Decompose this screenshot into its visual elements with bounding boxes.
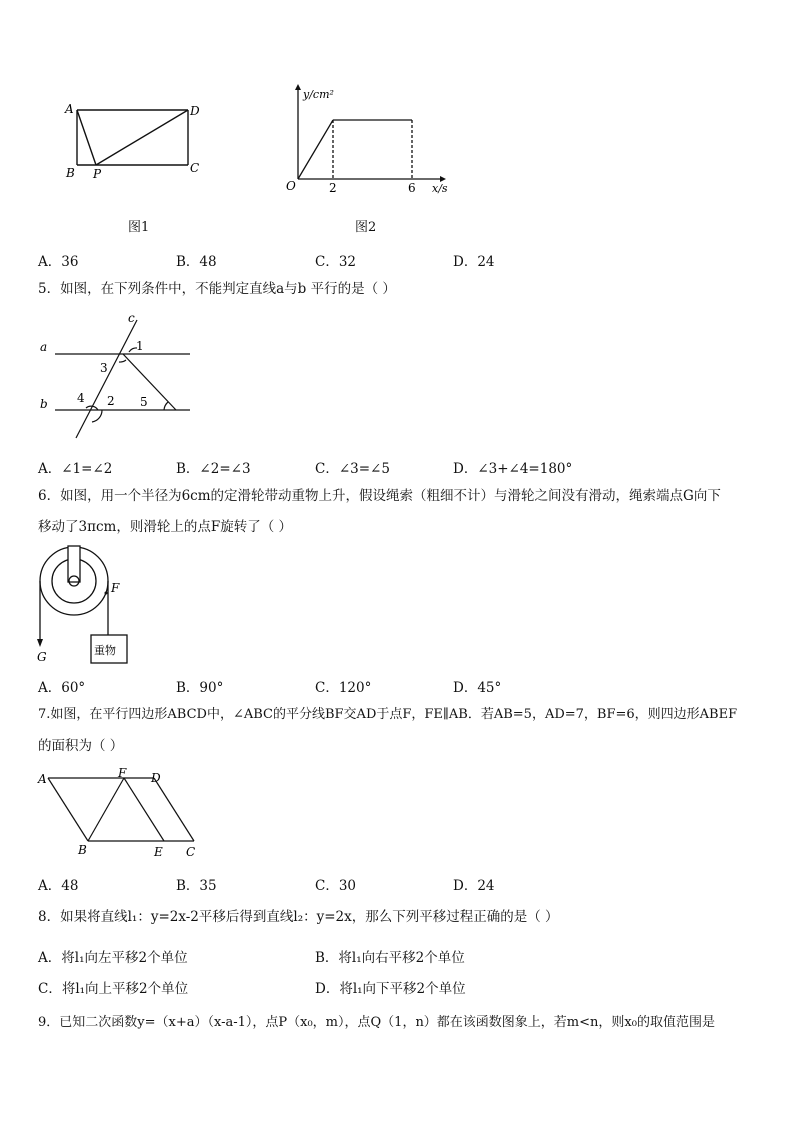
fig1-label-D: D [190, 104, 200, 118]
q6-weight-label: 重物 [94, 644, 116, 657]
fig2-caption: 图2 [355, 220, 377, 235]
fig2-tick-6: 6 [408, 181, 416, 195]
q5-angle-1: 1 [136, 339, 144, 353]
q4-figure-1 [60, 95, 210, 185]
q4-option-d[interactable]: D．24 [453, 254, 495, 270]
q7-label-A: A [38, 772, 47, 786]
q7-option-d[interactable]: D．24 [453, 878, 495, 894]
q7-option-b[interactable]: B．35 [176, 878, 217, 894]
q5-option-a[interactable]: A．∠1=∠2 [38, 461, 113, 477]
q7-option-c[interactable]: C．30 [315, 878, 357, 894]
q6-option-b[interactable]: B．90° [176, 680, 224, 696]
fig2-origin: O [286, 179, 296, 193]
fig1-caption: 图1 [128, 220, 150, 235]
fig2-tick-2: 2 [329, 181, 337, 195]
q5-option-c[interactable]: C．∠3=∠5 [315, 461, 390, 477]
q7-parallelogram-figure [36, 766, 206, 861]
q5-label-c: c [128, 311, 135, 325]
q5-option-b[interactable]: B．∠2=∠3 [176, 461, 251, 477]
q7-option-a[interactable]: A．48 [38, 878, 79, 894]
fig1-label-B: B [66, 166, 75, 180]
q7-label-C: C [186, 845, 196, 859]
q6-option-d[interactable]: D．45° [453, 680, 502, 696]
q5-stem: 5．如图，在下列条件中，不能判定直线a与b 平行的是（ ） [38, 281, 396, 297]
q5-angle-4: 4 [77, 391, 85, 405]
q6-option-c[interactable]: C．120° [315, 680, 372, 696]
q5-figure [40, 310, 200, 442]
q7-label-B: B [78, 843, 87, 857]
q8-stem: 8．如果将直线l₁：y=2x-2平移后得到直线l₂：y=2x，那么下列平移过程正确的是（ ） [38, 909, 559, 925]
q5-angle-3: 3 [100, 361, 108, 375]
q8-option-d[interactable]: D．将l₁向下平移2个单位 [315, 981, 466, 997]
q6-label-F: F [111, 581, 120, 595]
q4-figure-2 [270, 82, 460, 197]
fig2-xlabel: x/s [432, 182, 448, 195]
q6-stem-line-1: 6．如图，用一个半径为6cm的定滑轮带动重物上升，假设绳索（粗细不计）与滑轮之间没有滑动，绳索端点G向下 [38, 488, 721, 504]
q6-pulley-figure [34, 543, 134, 668]
q5-label-b: b [40, 397, 48, 411]
q8-option-c[interactable]: C．将l₁向上平移2个单位 [38, 981, 189, 997]
q5-label-a: a [40, 340, 48, 354]
q5-option-d[interactable]: D．∠3+∠4=180° [453, 461, 573, 477]
q9-stem: 9．已知二次函数y=（x+a）（x-a-1），点P（x₀，m），点Q（1，n）都在该函数图象上，若m<n，则x₀的取值范围是 [38, 1015, 715, 1030]
q6-stem-line-2: 移动了3πcm，则滑轮上的点F旋转了（ ） [38, 519, 292, 535]
q4-option-c[interactable]: C．32 [315, 254, 357, 270]
q5-angle-2: 2 [107, 394, 115, 408]
q8-option-b[interactable]: B．将l₁向右平移2个单位 [315, 950, 465, 966]
q8-option-a[interactable]: A．将l₁向左平移2个单位 [38, 950, 188, 966]
q7-stem-line-2: 的面积为（ ） [38, 738, 124, 754]
q7-label-F: F [118, 766, 127, 780]
q6-label-G: G [37, 650, 47, 664]
q4-option-b[interactable]: B．48 [176, 254, 217, 270]
q4-option-a[interactable]: A．36 [38, 254, 79, 270]
fig1-label-C: C [190, 161, 200, 175]
q6-option-a[interactable]: A．60° [38, 680, 86, 696]
q5-angle-5: 5 [140, 395, 148, 409]
fig2-ylabel: y/cm² [303, 88, 334, 101]
q7-stem-line-1: 7.如图，在平行四边形ABCD中，∠ABC的平分线BF交AD于点F，FE∥AB．若AB=5，AD=7，BF=6，则四边形ABEF [38, 707, 738, 722]
fig1-label-P: P [93, 167, 102, 181]
q7-label-E: E [154, 845, 163, 859]
q7-label-D: D [151, 771, 161, 785]
fig1-label-A: A [65, 102, 74, 116]
